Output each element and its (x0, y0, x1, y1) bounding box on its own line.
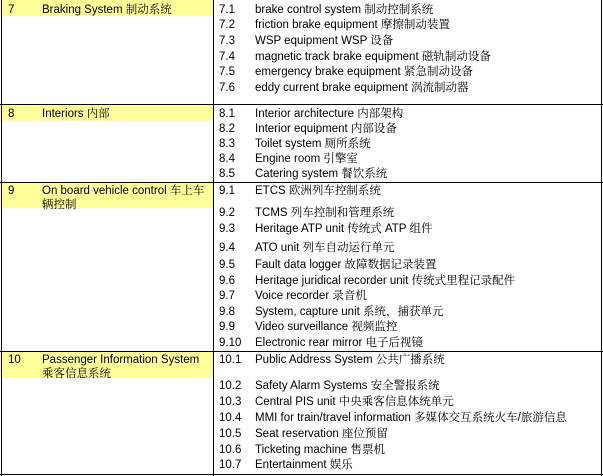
section-number: 8 (8, 108, 15, 120)
item-text: brake control system 制动控制系统 (255, 4, 434, 16)
section-number: 7 (8, 4, 15, 16)
item-number: 9.9 (219, 321, 235, 333)
row-divider-10 (0, 351, 603, 352)
item-number: 7.1 (219, 4, 235, 16)
item-text: Entertainment 娱乐 (255, 459, 353, 471)
item-number: 10.7 (219, 459, 242, 471)
section-name: On board vehicle control 车上车辆控制 (42, 185, 205, 211)
item-number: 9.6 (219, 275, 235, 287)
item-number: 9.2 (219, 207, 235, 219)
row-divider-9 (0, 182, 603, 183)
section-number: 10 (8, 354, 21, 366)
table-bottom-border (0, 474, 603, 475)
item-text: WSP equipment WSP 设备 (255, 35, 394, 47)
item-text: Fault data logger 故障数据记录装置 (255, 259, 437, 271)
item-text: eddy current brake equipment 涡流制动器 (255, 82, 469, 94)
item-number: 9.3 (219, 223, 235, 235)
item-number: 8.4 (219, 153, 235, 165)
item-number: 8.2 (219, 123, 235, 135)
item-number: 10.4 (219, 412, 242, 424)
item-text: Voice recorder 录音机 (255, 290, 367, 302)
item-number: 7.2 (219, 19, 235, 31)
item-number: 10.6 (219, 444, 242, 456)
item-number: 7.4 (219, 51, 235, 63)
item-text: Electronic rear mirror 电子后视镜 (255, 337, 424, 349)
item-text: Ticketing machine 售票机 (255, 444, 385, 456)
item-text: Central PIS unit 中央乘客信息体统单元 (255, 396, 454, 408)
item-text: friction brake equipment 摩擦制动装置 (255, 19, 450, 31)
section-number: 9 (8, 185, 15, 197)
item-text: System, capture unit 系统，捕获单元 (255, 306, 444, 318)
item-number: 9.10 (219, 337, 242, 349)
column-divider (213, 0, 214, 476)
item-text: Heritage ATP unit 传统式 ATP 组件 (255, 223, 433, 235)
item-text: TCMS 列车控制和管理系统 (255, 207, 395, 219)
item-text: Interior equipment 内部设备 (255, 123, 397, 135)
item-text: ATO unit 列车自动运行单元 (255, 242, 395, 254)
item-number: 9.4 (219, 242, 235, 254)
item-number: 10.3 (219, 396, 242, 408)
table-right-border (601, 0, 602, 476)
item-text: emergency brake equipment 紧急制动设备 (255, 66, 473, 78)
item-text: Safety Alarm Systems 安全警报系统 (255, 380, 440, 392)
item-text: magnetic track brake equipment 磁轨制动设备 (255, 51, 491, 63)
table-left-border (1, 0, 2, 476)
item-number: 9.8 (219, 306, 235, 318)
item-number: 10.2 (219, 380, 242, 392)
item-number: 7.3 (219, 35, 235, 47)
item-number: 9.7 (219, 290, 235, 302)
item-text: Video surveillance 视频监控 (255, 321, 398, 333)
item-text: Catering system 餐饮系统 (255, 168, 388, 180)
item-number: 7.5 (219, 66, 235, 78)
item-text: Seat reservation 座位预留 (255, 428, 388, 440)
item-number: 8.1 (219, 108, 235, 120)
item-text: MMI for train/travel information 多媒体交互系统火车/旅游信息 (255, 412, 567, 424)
section-name: Passenger Information System 乘客信息系统 (42, 354, 200, 380)
item-number: 10.5 (219, 428, 242, 440)
item-text: Interior architecture 内部架构 (255, 108, 404, 120)
item-text: Heritage juridical recorder unit 传统式里程记录配件 (255, 275, 516, 287)
item-number: 8.5 (219, 168, 235, 180)
item-text: ETCS 欧洲列车控制系统 (255, 185, 381, 197)
item-text: Engine room 引擎室 (255, 153, 358, 165)
row-divider-8 (0, 104, 603, 105)
item-number: 8.3 (219, 138, 235, 150)
section-name: Interiors 内部 (42, 108, 110, 120)
item-number: 10.1 (219, 354, 242, 366)
item-number: 7.6 (219, 82, 235, 94)
section-name: Braking System 制动系统 (42, 4, 172, 16)
item-number: 9.1 (219, 185, 235, 197)
item-text: Public Address System 公共广播系统 (255, 354, 445, 366)
item-text: Toilet system 厕所系统 (255, 138, 371, 150)
item-number: 9.5 (219, 259, 235, 271)
